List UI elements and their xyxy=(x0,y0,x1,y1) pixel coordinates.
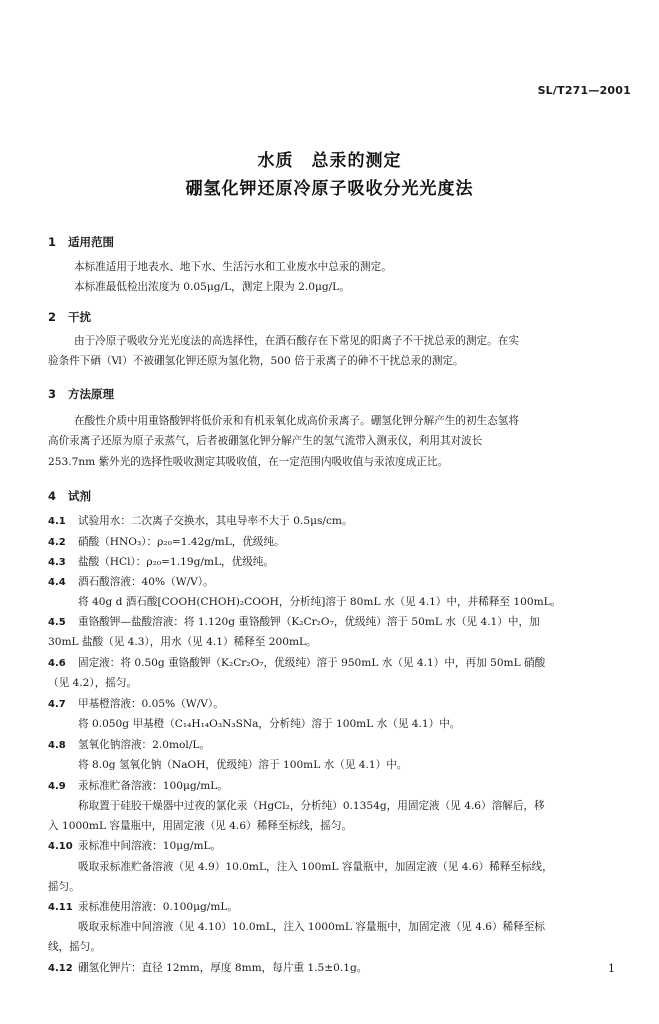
item-number: 4.10 xyxy=(48,841,73,852)
section-number: 2 xyxy=(48,310,57,324)
item-number: 4.8 xyxy=(48,740,66,751)
reagent-item xyxy=(48,555,274,570)
reagent-item xyxy=(48,514,353,529)
reagent-item xyxy=(48,839,221,854)
item-text: 甲基橙溶液：0.05%（W/V）。 xyxy=(78,698,224,710)
item-text: 固定液：将 0.50g 重铬酸钾（K₂Cr₂O₇，优级纯）溶于 950mL 水（见 4.1）中，再加 50mL 硝酸 xyxy=(78,657,546,669)
item-wrap: 摇匀。 xyxy=(48,881,80,893)
item-text: 氢氧化钠溶液：2.0mol/L。 xyxy=(78,739,211,751)
paragraph-line: 253.7nm 紫外光的选择性吸收测定其吸收值，在一定范围内吸收值与汞浓度成正比。 xyxy=(48,456,449,468)
section-title: 适用范围 xyxy=(68,235,114,249)
section-title: 试剂 xyxy=(68,489,91,503)
document-subtitle: 硼氢化钾还原冷原子吸收分光光度法 xyxy=(185,179,474,199)
section-heading-principle xyxy=(48,386,114,402)
item-text: 试验用水：二次离子交换水，其电导率不大于 0.5μs/cm。 xyxy=(78,515,353,527)
reagent-item xyxy=(48,961,367,976)
item-number: 4.4 xyxy=(48,577,66,588)
item-continuation: 将 8.0g 氢氧化钠（NaOH，优级纯）溶于 100mL 水（见 4.1）中。 xyxy=(78,759,408,771)
item-text: 重铬酸钾—盐酸溶液：将 1.120g 重铬酸钾（K₂Cr₂O₇，优级纯）溶于 50mL 水（见 4.1）中，加 xyxy=(78,616,540,628)
item-continuation: 称取置于硅胶干燥器中过夜的氯化汞（HgCl₂，分析纯）0.1354g，用固定液（见 4.6）溶解后，移 xyxy=(78,800,545,812)
item-text: 汞标准贮备溶液：100μg/mL。 xyxy=(78,780,228,792)
item-text: 硼氢化钾片：直径 12mm，厚度 8mm，每片重 1.5±0.1g。 xyxy=(78,962,368,974)
section-heading-interference xyxy=(48,309,91,325)
reagent-item xyxy=(48,900,238,915)
paragraph-line: 验条件下硒（Ⅵ）不被硼氢化钾还原为氢化物，500 倍于汞离子的砷不干扰总汞的测定。 xyxy=(48,355,464,367)
section-title: 方法原理 xyxy=(68,387,114,401)
item-text: 汞标准中间溶液：10μg/mL。 xyxy=(78,840,222,852)
page-number: 1 xyxy=(608,962,615,975)
item-wrap: （见 4.2），摇匀。 xyxy=(48,677,138,689)
section-number: 3 xyxy=(48,387,57,401)
paragraph-line: 本标准适用于地表水、地下水、生活污水和工业废水中总汞的测定。 xyxy=(74,261,392,273)
item-continuation: 吸取汞标准贮备溶液（见 4.9）10.0mL，注入 100mL 容量瓶中，加固定液（见 4.6）稀释至标线， xyxy=(78,861,553,873)
paragraph-line: 高价汞离子还原为原子汞蒸气，后者被硼氢化钾分解产生的氢气流带入测汞仪，利用其对波长 xyxy=(48,435,483,447)
reagent-item xyxy=(48,779,228,794)
item-wrap: 30mL 盐酸（见 4.3），用水（见 4.1）稀释至 200mL。 xyxy=(48,636,317,648)
standard-code: SL/T271—2001 xyxy=(537,84,631,97)
item-continuation: 吸取汞标准中间溶液（见 4.10）10.0mL，注入 1000mL 容量瓶中，加固定液（见 4.6）稀释至标 xyxy=(78,921,546,933)
reagent-item xyxy=(48,575,214,590)
item-text: 盐酸（HCl）：ρ₂₀=1.19g/mL，优级纯。 xyxy=(78,556,274,568)
reagent-item xyxy=(48,697,224,712)
item-number: 4.5 xyxy=(48,617,66,628)
item-text: 硝酸（HNO₃）：ρ₂₀=1.42g/mL，优级纯。 xyxy=(78,536,285,548)
item-number: 4.9 xyxy=(48,781,66,792)
reagent-item xyxy=(48,615,540,630)
item-continuation: 将 40g d 酒石酸[COOH(CHOH)₂COOH，分析纯]溶于 80mL 水（见 4.1）中，并稀释至 100mL。 xyxy=(78,596,562,608)
item-number: 4.12 xyxy=(48,963,73,974)
section-number: 4 xyxy=(48,489,57,503)
item-number: 4.2 xyxy=(48,537,66,548)
item-wrap: 入 1000mL 容量瓶中，用固定液（见 4.6）稀释至标线，摇匀。 xyxy=(48,820,353,832)
item-number: 4.7 xyxy=(48,699,66,710)
item-wrap: 线，摇匀。 xyxy=(48,941,101,953)
section-heading-scope xyxy=(48,234,114,250)
paragraph-line: 由于冷原子吸收分光光度法的高选择性，在酒石酸存在下常见的阳离子不干扰总汞的测定。在实 xyxy=(74,335,519,347)
item-text: 汞标准使用溶液：0.100μg/mL。 xyxy=(78,901,238,913)
item-continuation: 将 0.050g 甲基橙（C₁₄H₁₄O₃N₃SNa，分析纯）溶于 100mL 水（见 4.1）中。 xyxy=(78,718,461,730)
item-number: 4.6 xyxy=(48,658,66,669)
item-number: 4.11 xyxy=(48,902,73,913)
reagent-item xyxy=(48,656,545,671)
item-number: 4.1 xyxy=(48,516,66,527)
section-heading-reagents xyxy=(48,488,91,504)
paragraph-line: 在酸性介质中用重铬酸钾将低价汞和有机汞氧化成高价汞离子。硼氢化钾分解产生的初生态氢将 xyxy=(74,415,519,427)
section-title: 干扰 xyxy=(68,310,91,324)
paragraph-line: 本标准最低检出浓度为 0.05μg/L，测定上限为 2.0μg/L。 xyxy=(74,281,350,293)
item-text: 酒石酸溶液：40%（W/V）。 xyxy=(78,576,214,588)
reagent-item xyxy=(48,535,285,550)
section-number: 1 xyxy=(48,235,57,249)
reagent-item xyxy=(48,738,210,753)
document-title: 水质 总汞的测定 xyxy=(257,151,402,171)
item-number: 4.3 xyxy=(48,557,66,568)
